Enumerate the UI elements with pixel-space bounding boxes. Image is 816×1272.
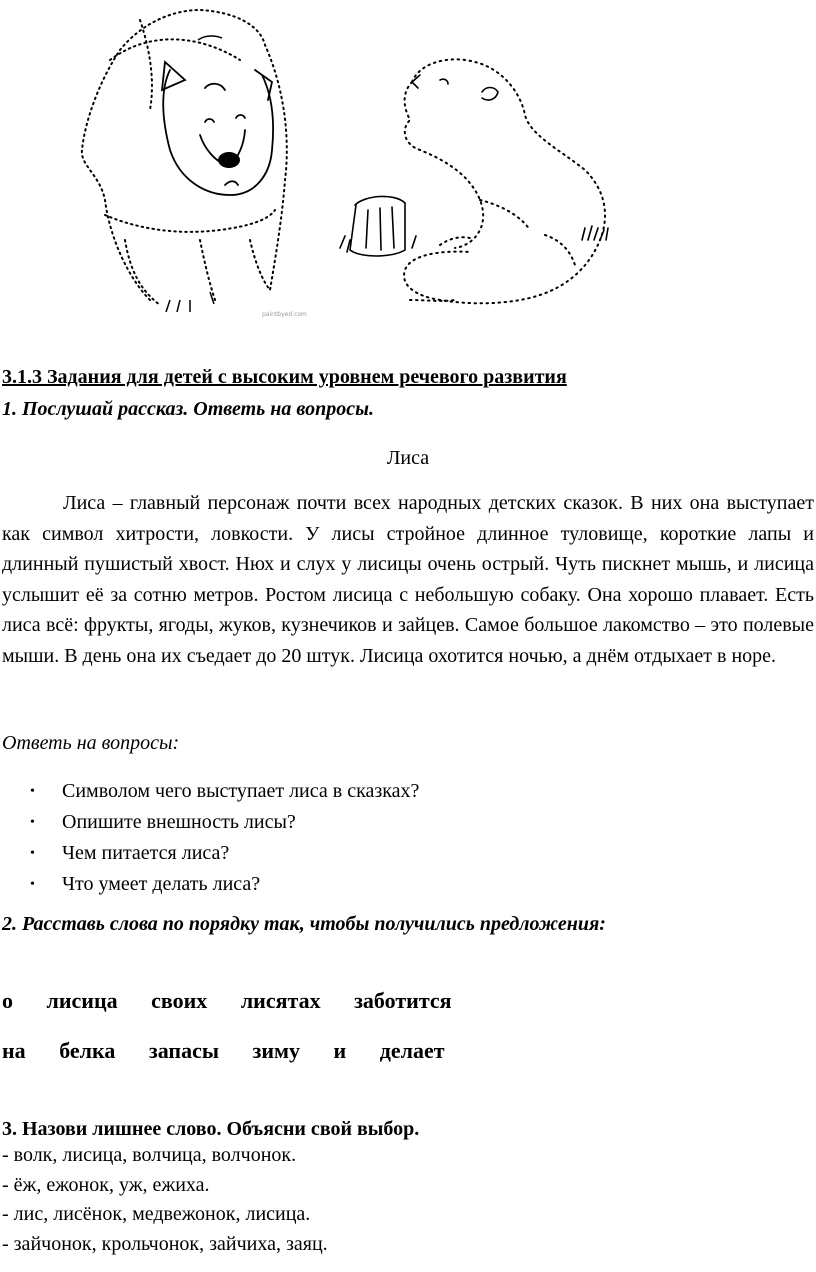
- word-row-2: [2, 1038, 473, 1064]
- word: зиму: [252, 1038, 301, 1063]
- question-text: Символом чего выступает лиса в сказках?: [62, 780, 420, 802]
- word: своих: [151, 988, 208, 1013]
- list-item: - лис, лисёнок, медвежонок, лисица.: [2, 1203, 311, 1225]
- list-item: - волк, лисица, волчица, волчонок.: [2, 1144, 297, 1166]
- svg-text:paintbyed.com: paintbyed.com: [262, 311, 307, 318]
- dotted-bear-drawing-icon: [0, 0, 816, 330]
- word: белка: [59, 1038, 116, 1063]
- list-item: - зайчонок, крольчонок, зайчиха, заяц.: [2, 1233, 328, 1255]
- section-heading: 3.1.3 Задания для детей с высоким уровнем речевого развития: [2, 366, 567, 388]
- illustrations: [0, 0, 816, 330]
- list-item: [0, 776, 419, 807]
- story-title: Лиса: [386, 447, 430, 469]
- dotted-marmot-drawing-icon: [404, 59, 605, 303]
- list-item: [0, 869, 419, 900]
- word: о: [2, 988, 13, 1013]
- task3-heading: 3. Назови лишнее слово. Объясни свой выбор.: [2, 1118, 420, 1140]
- question-text: Что умеет делать лиса?: [62, 873, 261, 895]
- bullet-icon: •: [30, 784, 35, 799]
- word: лисица: [46, 988, 118, 1013]
- list-item: [0, 838, 419, 869]
- story-text: Лиса – главный персонаж почти всех народных детских сказок. В них она выступает как символ хитрости, ловкости. У лисы стройное длинное туловище, короткие лапы и длинный пушистый хвост. Нюх и слух у лисицы очень острый. Чуть пискнет мышь, и лисица услышит её за сотню метров. Ростом лисица с небольшую собаку. Она хорошо плавает. Есть лиса всё: фрукты, ягоды, жуков, кузнечиков и зайцев. Самое большое лакомство – это полевые мыши. В день она их съедает до 20 штук. Лисица охотится ночью, а днём отдыхает в норе.: [2, 492, 814, 667]
- list-item: - ёж, ежонок, уж, ежиха.: [2, 1174, 210, 1196]
- question-text: Опишите внешность лисы?: [62, 811, 296, 833]
- task2-heading: 2. Расставь слова по порядку так, чтобы получились предложения:: [2, 913, 606, 935]
- task1-heading: 1. Послушай рассказ. Ответь на вопросы.: [2, 398, 374, 420]
- questions-list: [0, 776, 419, 900]
- word: запасы: [148, 1038, 220, 1063]
- question-text: Чем питается лиса?: [62, 842, 230, 864]
- list-item: [0, 807, 419, 838]
- word: заботится: [354, 988, 452, 1013]
- word: и: [333, 1038, 347, 1063]
- word: на: [2, 1038, 26, 1063]
- answer-label: Ответь на вопросы:: [2, 732, 180, 754]
- bullet-icon: •: [30, 815, 35, 830]
- word: лисятах: [240, 988, 321, 1013]
- bullet-icon: •: [30, 877, 35, 892]
- word-row-1: [2, 988, 480, 1014]
- word: делает: [379, 1038, 445, 1063]
- bullet-icon: •: [30, 846, 35, 861]
